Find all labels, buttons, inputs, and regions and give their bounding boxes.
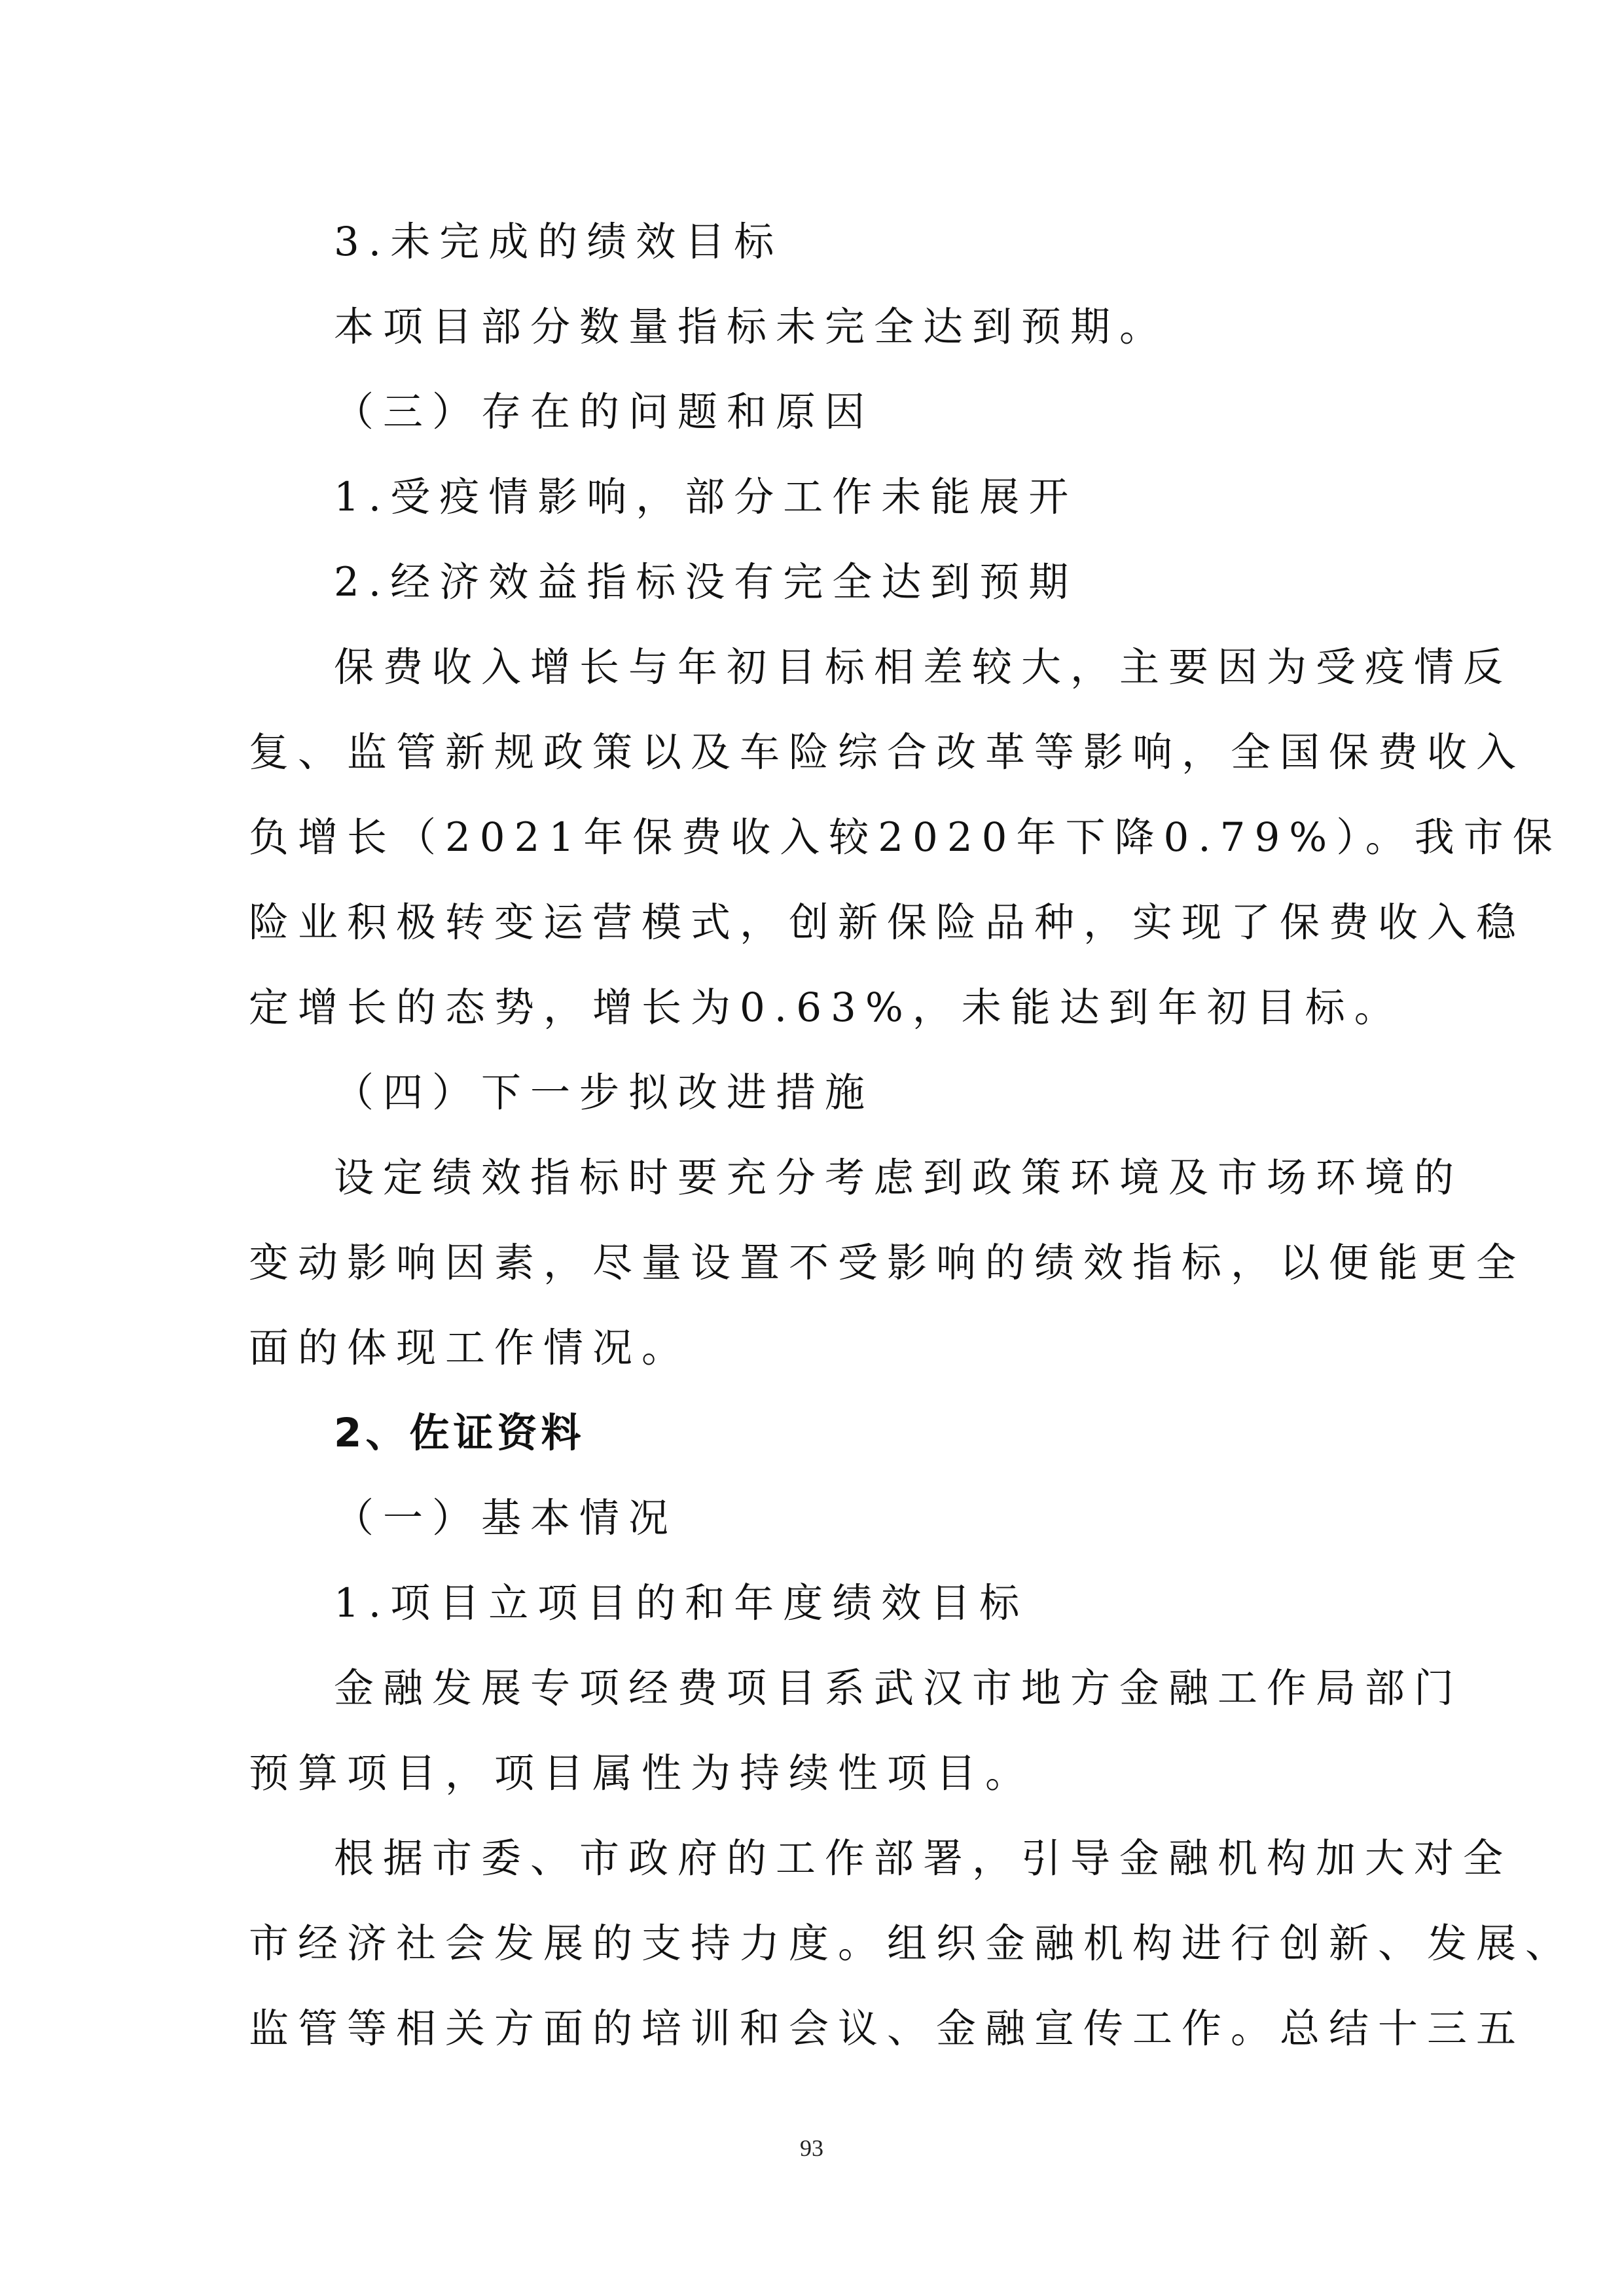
page-number: 93: [800, 2135, 823, 2161]
paragraph-line: 定增长的态势，增长为0.63%，未能达到年初目标。: [249, 984, 1403, 1031]
heading-supporting-materials: 2、佐证资料: [334, 1410, 585, 1456]
paragraph-line: 面的体现工作情况。: [249, 1325, 691, 1371]
paragraph-line: 本项目部分数量指标未完全达到预期。: [334, 304, 1169, 350]
paragraph-line: 负增长（2021年保费收入较2020年下降0.79%）。我市保: [249, 814, 1562, 861]
paragraph-line: 根据市委、市政府的工作部署，引导金融机构加大对全: [334, 1835, 1513, 1882]
paragraph-line: 设定绩效指标时要充分考虑到政策环境及市场环境的: [334, 1155, 1464, 1201]
paragraph-line: 保费收入增长与年初目标相差较大，主要因为受疫情反: [334, 644, 1513, 691]
paragraph-line: 变动影响因素，尽量设置不受影响的绩效指标，以便能更全: [249, 1240, 1526, 1286]
paragraph-line: 复、监管新规政策以及车险综合改革等影响，全国保费收入: [249, 729, 1526, 776]
subheading-epidemic: 1.受疫情影响，部分工作未能展开: [334, 474, 1078, 520]
paragraph-line: 预算项目，项目属性为持续性项目。: [249, 1750, 1035, 1797]
subheading-economic-benefit: 2.经济效益指标没有完全达到预期: [334, 559, 1078, 605]
paragraph-line: 市经济社会发展的支持力度。组织金融机构进行创新、发展、: [249, 1920, 1575, 1967]
section-heading-improvements: （四）下一步拟改进措施: [334, 1069, 875, 1116]
paragraph-line: 监管等相关方面的培训和会议、金融宣传工作。总结十三五: [249, 2005, 1526, 2052]
paragraph-line: 险业积极转变运营模式，创新保险品种，实现了保费收入稳: [249, 899, 1526, 946]
subheading-project-goals: 1.项目立项目的和年度绩效目标: [334, 1580, 1029, 1626]
section-heading-basic-info: （一）基本情况: [334, 1495, 678, 1541]
paragraph-line: 金融发展专项经费项目系武汉市地方金融工作局部门: [334, 1665, 1464, 1712]
subheading-unfinished-goals: 3.未完成的绩效目标: [334, 219, 784, 265]
section-heading-problems: （三）存在的问题和原因: [334, 389, 875, 435]
